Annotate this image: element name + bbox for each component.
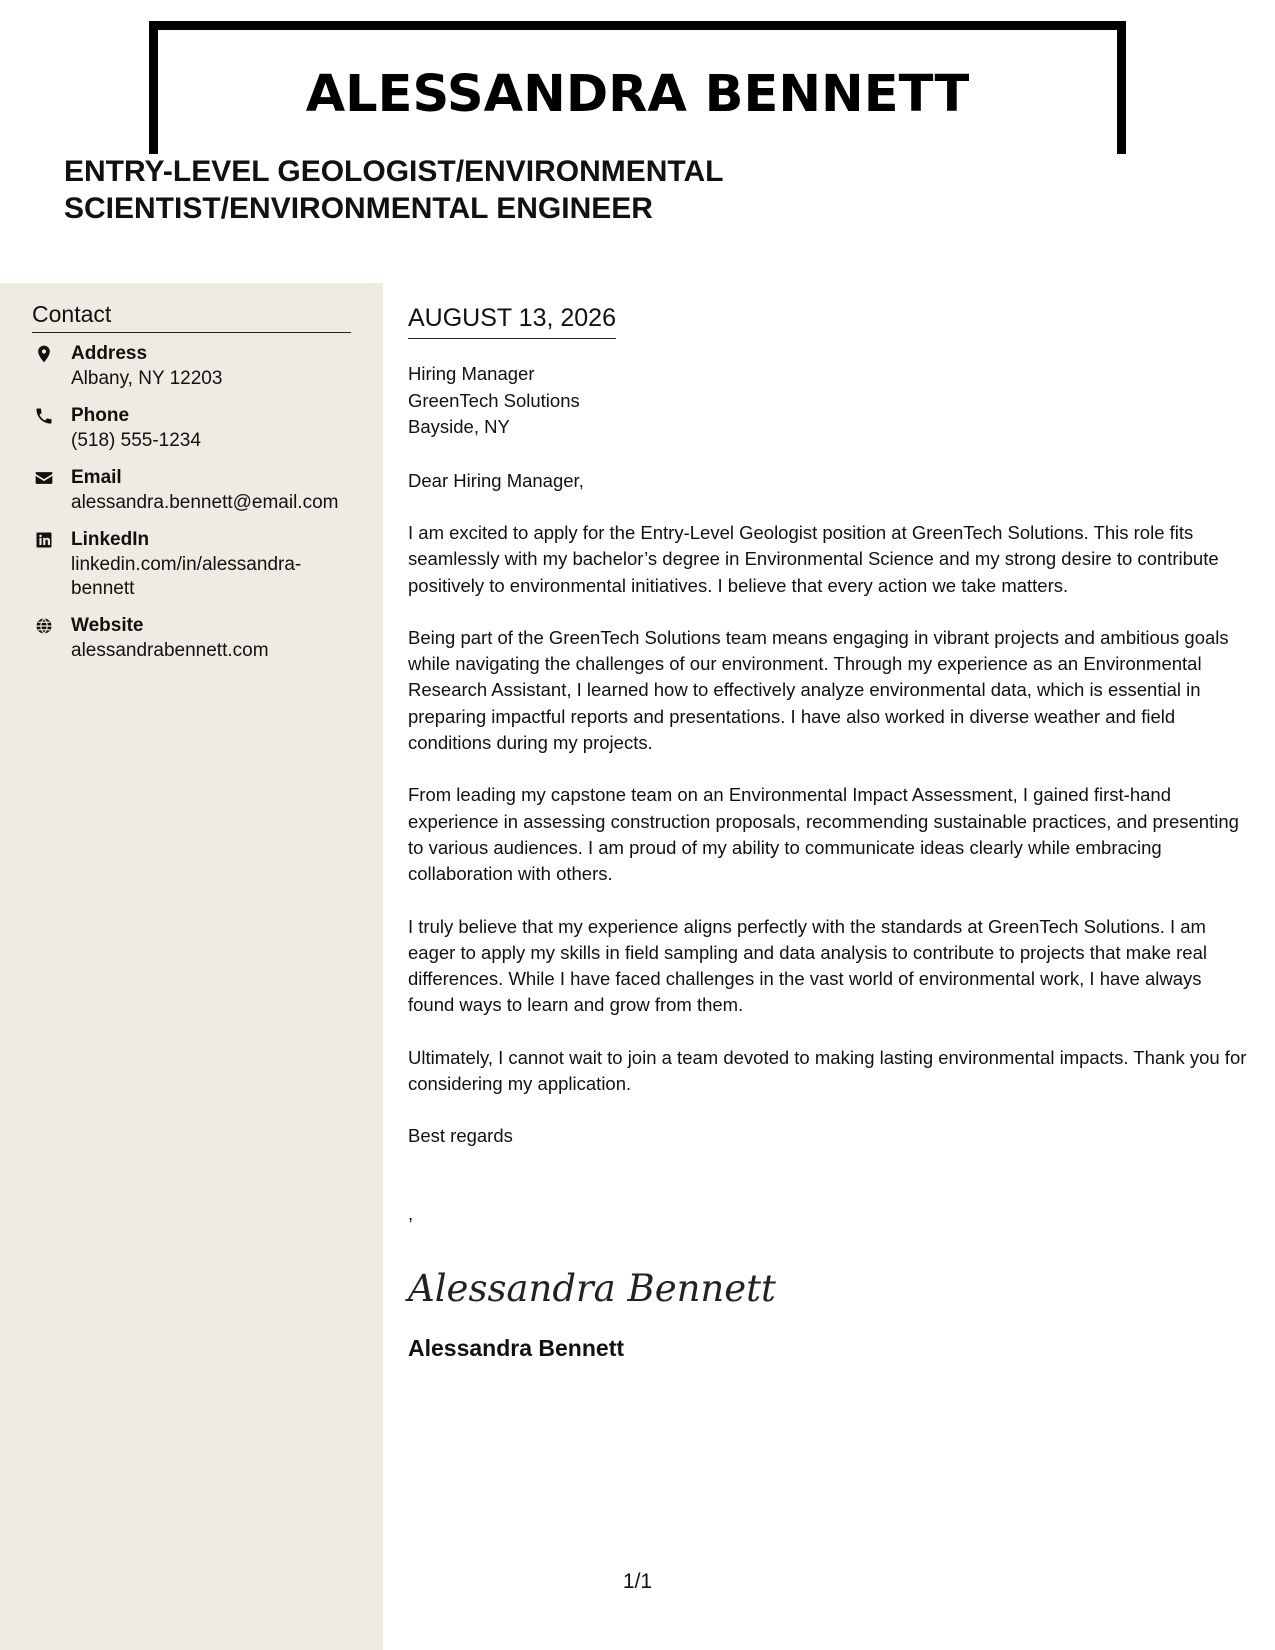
contact-item-phone [32, 403, 362, 453]
linkedin-icon [34, 530, 54, 550]
address-label: Address [71, 343, 148, 364]
contact-item-address [32, 341, 362, 391]
applicant-name: ALESSANDRA BENNETT [305, 65, 970, 124]
contact-list [32, 341, 362, 675]
page-number: 1/1 [622, 1570, 653, 1593]
globe-icon [34, 616, 54, 636]
contact-sidebar [0, 283, 383, 1650]
recipient-company: GreenTech Solutions [408, 389, 580, 411]
recipient-title: Hiring Manager [408, 363, 535, 384]
recipient-block [408, 361, 1248, 441]
website-value[interactable]: alessandrabennett.com [71, 640, 269, 661]
letter-date: AUGUST 13, 2026 [408, 302, 616, 339]
salutation: Dear Hiring Manager, [408, 469, 584, 491]
contact-heading: Contact [32, 299, 351, 333]
address-value: Albany, NY 12203 [71, 368, 223, 389]
email-label: Email [71, 467, 122, 488]
signed-name: Alessandra Bennett [408, 1335, 625, 1362]
contact-item-linkedin [32, 527, 362, 601]
phone-label: Phone [71, 405, 130, 426]
paragraph-1: I am excited to apply for the Entry-Level Geologist position at GreenTech Solutions. This role fits seamlessly with my bachelor’s degree in Environmental Science and my strong desire to contribute positively to environmental initiatives. I believe that every action we take matters. [408, 522, 1219, 596]
linkedin-value[interactable]: linkedin.com/in/alessandra-bennett [71, 554, 302, 599]
phone-icon [34, 406, 54, 426]
map-pin-icon [34, 344, 54, 364]
paragraph-5: Ultimately, I cannot wait to join a team devoted to making lasting environmental impacts. Thank you for considering my application. [408, 1046, 1247, 1095]
website-label: Website [71, 615, 144, 636]
closing: Best regards [408, 1125, 513, 1147]
envelope-icon [34, 468, 54, 488]
contact-item-website [32, 613, 362, 663]
paragraph-3: From leading my capstone team on an Environmental Impact Assessment, I gained first-hand experience in assessing construction proposals, recommending sustainable practices, and presenting to various audiences. I am proud of my ability to communicate ideas clearly while embracing collaboration with others. [408, 784, 1239, 885]
handwritten-signature: Alessandra Bennett [408, 1267, 776, 1311]
letter-body [408, 283, 1248, 1363]
closing-comma: , [408, 1203, 414, 1225]
recipient-location: Bayside, NY [408, 416, 510, 437]
phone-value: (518) 555-1234 [71, 430, 201, 451]
email-value: alessandra.bennett@email.com [71, 492, 339, 513]
linkedin-label: LinkedIn [71, 529, 150, 550]
paragraph-2: Being part of the GreenTech Solutions team means engaging in vibrant projects and ambitious goals while navigating the challenges of our environment. Through my experience as an Environmental Research Assistant, I learned how to effectively analyze environmental data, which is essential in preparing impactful reports and presentations. I have also worked in diverse weather and field conditions during my projects. [408, 626, 1229, 754]
job-title: ENTRY-LEVEL GEOLOGIST/ENVIRONMENTAL SCIENTIST/ENVIRONMENTAL ENGINEER [64, 155, 723, 225]
paragraph-4: I truly believe that my experience aligns perfectly with the standards at GreenTech Solutions. I am eager to apply my skills in field sampling and data analysis to contribute to projects that make real differences. While I have faced challenges in the vast world of environmental work, I have always found ways to learn and grow from them. [408, 915, 1207, 1016]
contact-item-email [32, 465, 362, 515]
